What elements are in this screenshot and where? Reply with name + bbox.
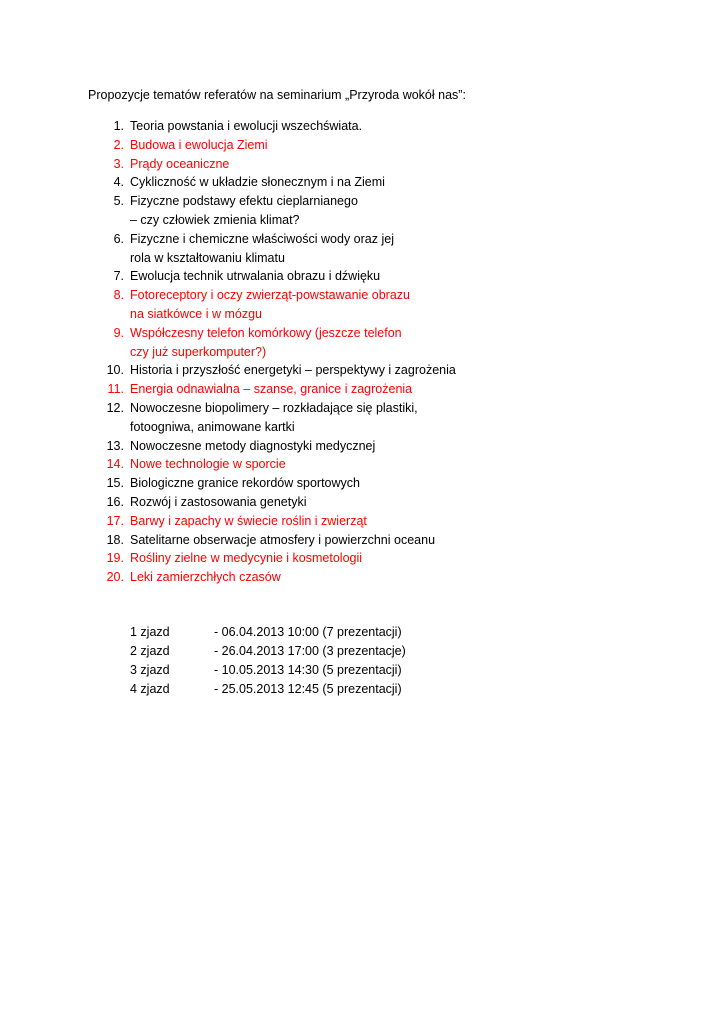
topic-number: 16.: [106, 494, 124, 509]
session-detail: - 26.04.2013 17:00 (3 prezentacje): [214, 644, 406, 658]
topic-title-continuation: – czy człowiek zmienia klimat?: [130, 212, 300, 227]
topic-title-continuation: czy już superkomputer?): [130, 344, 267, 359]
topic-number: 15.: [106, 476, 124, 491]
topic-title: Fizyczne podstawy efektu cieplarnianego: [130, 194, 358, 209]
topic-number: 14.: [106, 457, 124, 472]
session-label: 2 zjazd: [130, 644, 170, 658]
topic-number: 5.: [113, 194, 124, 209]
topic-title: Energia odnawialna – szanse, granice i zagrożenia: [130, 382, 413, 397]
topic-title: Barwy i zapachy w świecie roślin i zwierząt: [130, 513, 367, 528]
topic-title-continuation: fotoogniwa, animowane kartki: [130, 419, 295, 434]
session-detail: - 10.05.2013 14:30 (5 prezentacji): [214, 663, 402, 677]
session-detail: - 06.04.2013 10:00 (7 prezentacji): [214, 625, 402, 639]
topic-title: Nowoczesne biopolimery – rozkładające się plastiki,: [130, 400, 418, 415]
topic-number: 19.: [106, 551, 124, 566]
topic-number: 13.: [106, 438, 124, 453]
topic-number: 7.: [113, 269, 124, 284]
topic-title: Budowa i ewolucja Ziemi: [130, 137, 268, 152]
topic-number: 11.: [107, 382, 124, 397]
topic-number: 20.: [106, 570, 124, 585]
topic-number: 4.: [113, 175, 124, 190]
topic-number: 8.: [113, 288, 124, 303]
topic-title: Rośliny zielne w medycynie i kosmetologii: [130, 551, 363, 566]
topic-title: Fizyczne i chemiczne właściwości wody oraz jej: [130, 231, 394, 246]
topic-title: Teoria powstania i ewolucji wszechświata.: [130, 119, 363, 133]
topic-title: Cykliczność w układzie słonecznym i na Ziemi: [130, 175, 385, 190]
topic-title-continuation: na siatkówce i w mózgu: [130, 306, 263, 321]
topic-title: Satelitarne obserwacje atmosfery i powierzchni oceanu: [130, 532, 436, 547]
document-heading: Propozycje tematów referatów na seminarium „Przyroda wokół nas”:: [88, 88, 466, 102]
topic-number: 9.: [113, 325, 124, 340]
session-label: 3 zjazd: [130, 663, 170, 677]
topic-title: Historia i przyszłość energetyki – perspektywy i zagrożenia: [130, 363, 456, 378]
topic-title: Rozwój i zastosowania genetyki: [130, 494, 307, 509]
topic-title: Nowoczesne metody diagnostyki medycznej: [130, 438, 376, 453]
topic-number: 18.: [106, 532, 124, 547]
topic-title: Leki zamierzchłych czasów: [130, 570, 281, 585]
topic-title: Biologiczne granice rekordów sportowych: [130, 476, 360, 491]
session-label: 4 zjazd: [130, 682, 170, 696]
topic-title: Fotoreceptory i oczy zwierząt-powstawanie obrazu: [130, 288, 410, 303]
topic-number: 17.: [106, 513, 124, 528]
topic-title: Nowe technologie w sporcie: [130, 457, 286, 472]
topic-title-continuation: rola w kształtowaniu klimatu: [130, 250, 285, 265]
session-detail: - 25.05.2013 12:45 (5 prezentacji): [214, 682, 402, 696]
topic-number: 12.: [106, 400, 124, 415]
topic-number: 1.: [113, 119, 124, 133]
topic-number: 3.: [113, 156, 124, 171]
topic-number: 2.: [113, 137, 124, 152]
topic-title: Współczesny telefon komórkowy (jeszcze telefon: [130, 325, 402, 340]
topic-number: 10.: [106, 363, 124, 378]
session-label: 1 zjazd: [130, 625, 170, 639]
topic-title: Ewolucja technik utrwalania obrazu i dźwięku: [130, 269, 381, 284]
topic-number: 6.: [113, 231, 124, 246]
topic-title: Prądy oceaniczne: [130, 156, 230, 171]
